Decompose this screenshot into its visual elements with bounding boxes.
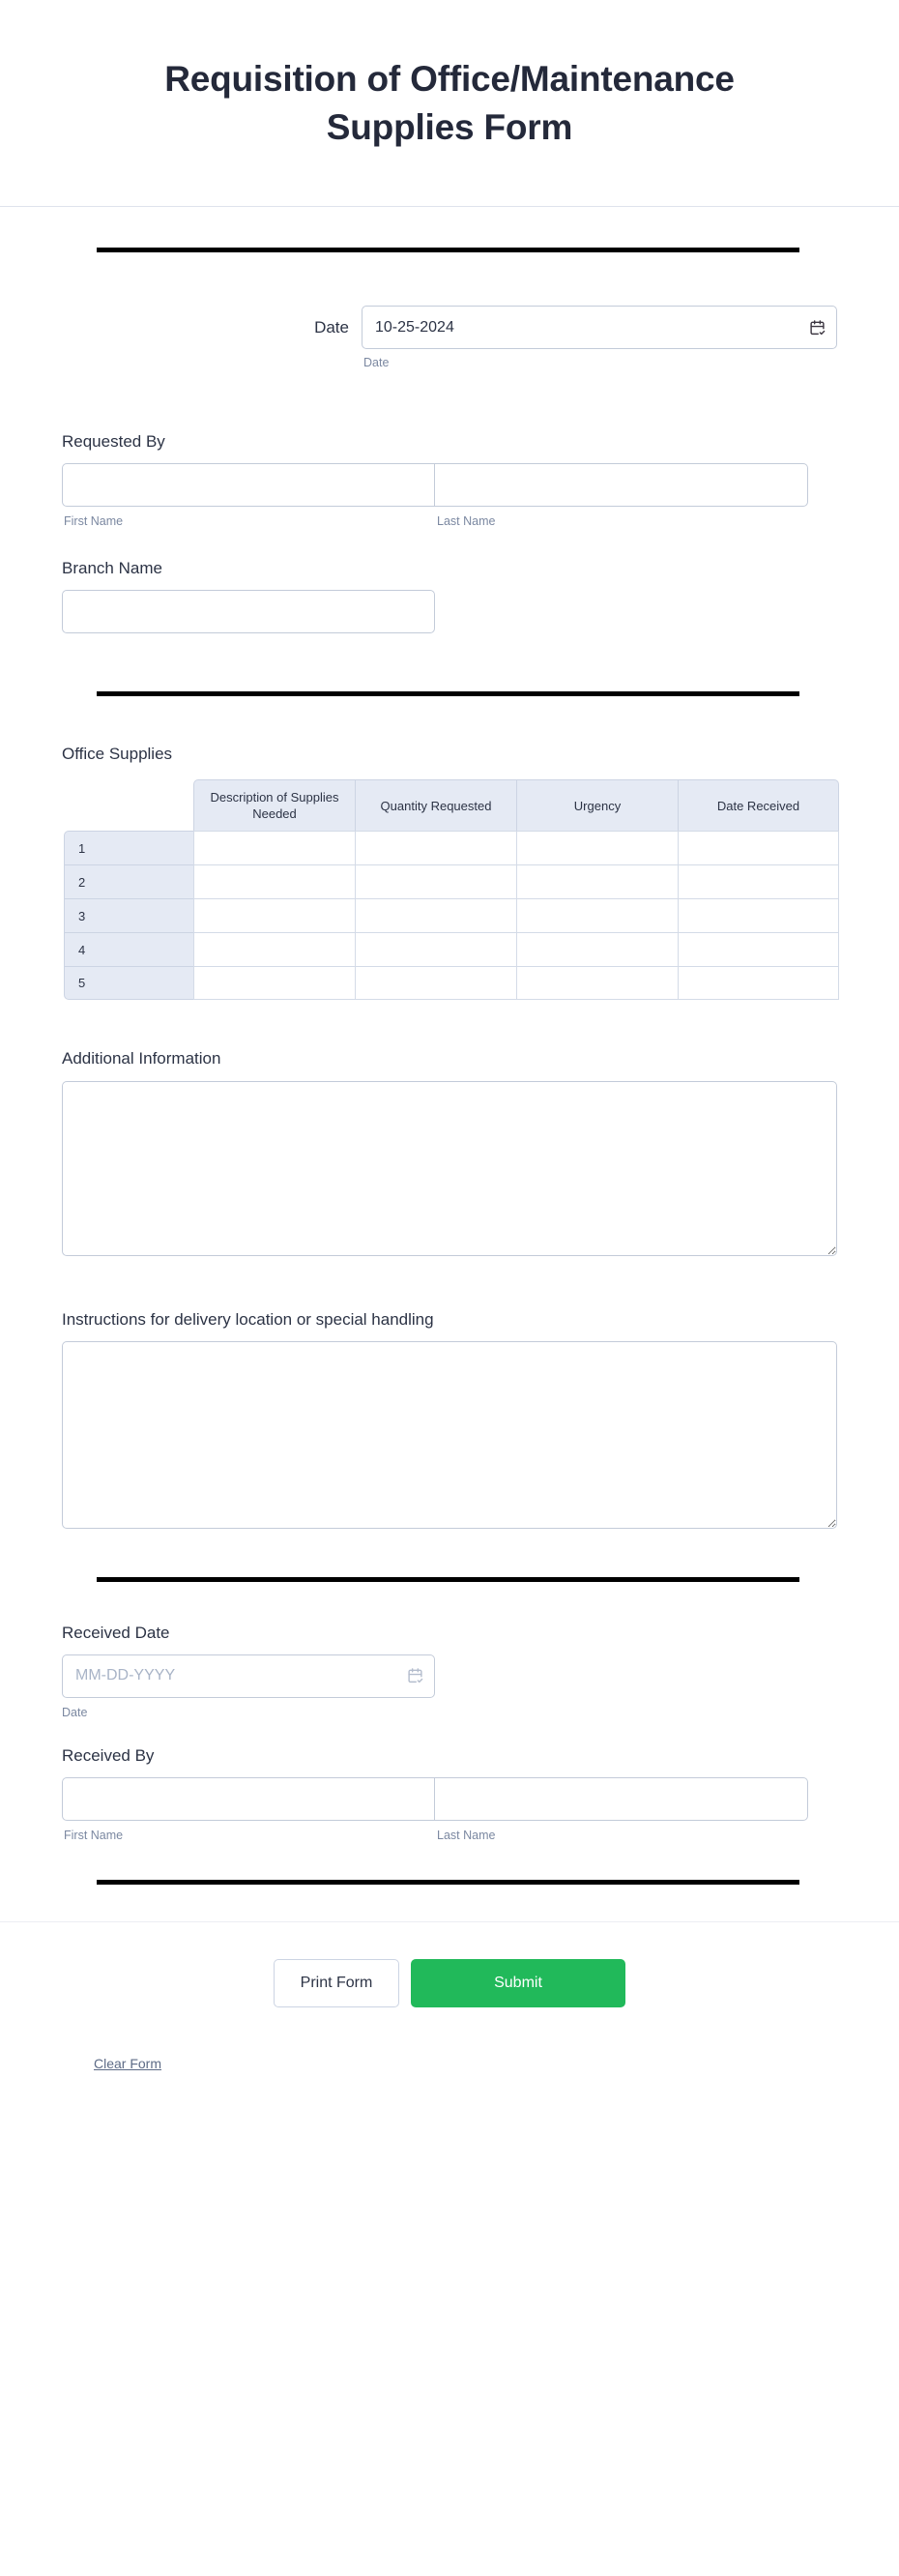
requested-by-first-name-input[interactable]	[62, 463, 435, 507]
office-supplies-section	[0, 745, 899, 1000]
received-by-name-row	[62, 1777, 808, 1843]
received-date-label: Received Date	[62, 1623, 170, 1642]
table-row	[64, 831, 839, 864]
footer-button-row	[0, 1959, 899, 2007]
received-by-label: Received By	[62, 1745, 155, 1765]
received-date-section	[0, 1623, 899, 1720]
cell-quantity-5[interactable]	[355, 966, 516, 1000]
date-sublabel: Date	[363, 356, 390, 369]
cell-description-3[interactable]	[193, 898, 355, 932]
cell-quantity-4[interactable]	[355, 932, 516, 966]
delivery-instructions-textarea[interactable]	[62, 1341, 837, 1529]
requested-by-label: Requested By	[62, 432, 165, 451]
cell-urgency-1[interactable]	[516, 831, 678, 864]
requested-by-last-name-sublabel: Last Name	[437, 514, 496, 529]
office-supplies-table	[64, 779, 839, 1000]
received-by-last-name-sublabel: Last Name	[437, 1829, 496, 1843]
table-row	[64, 898, 839, 932]
branch-name-field-wrapper	[62, 590, 435, 633]
date-inline-label: Date	[314, 317, 349, 337]
cell-urgency-5[interactable]	[516, 966, 678, 1000]
received-by-first-col	[62, 1777, 435, 1843]
table-row	[64, 966, 839, 1000]
branch-name-section	[0, 558, 899, 633]
cell-quantity-1[interactable]	[355, 831, 516, 864]
office-supplies-label: Office Supplies	[62, 745, 173, 764]
column-header-quantity: Quantity Requested	[355, 779, 516, 831]
clear-form-row	[0, 2056, 899, 2073]
row-number: 4	[64, 932, 193, 966]
column-header-urgency: Urgency	[516, 779, 678, 831]
cell-description-1[interactable]	[193, 831, 355, 864]
received-date-field-wrapper	[62, 1654, 435, 1698]
cell-date-received-2[interactable]	[678, 864, 839, 898]
delivery-instructions-label: Instructions for delivery location or special handling	[62, 1309, 434, 1329]
clear-form-link[interactable]: Clear Form	[94, 2056, 162, 2072]
column-header-description: Description of Supplies Needed	[193, 779, 355, 831]
cell-description-2[interactable]	[193, 864, 355, 898]
table-head	[64, 779, 839, 831]
requested-by-first-col	[62, 463, 435, 529]
received-date-sublabel: Date	[62, 1705, 88, 1719]
row-number: 3	[64, 898, 193, 932]
cell-urgency-3[interactable]	[516, 898, 678, 932]
received-by-first-name-sublabel: First Name	[64, 1829, 124, 1843]
cell-urgency-2[interactable]	[516, 864, 678, 898]
cell-quantity-2[interactable]	[355, 864, 516, 898]
received-date-input[interactable]	[62, 1654, 435, 1698]
form-body	[0, 207, 899, 2073]
row-number: 2	[64, 864, 193, 898]
table-body	[64, 831, 839, 1000]
additional-information-section	[0, 1048, 899, 1255]
additional-information-textarea[interactable]	[62, 1081, 837, 1256]
cell-description-5[interactable]	[193, 966, 355, 1000]
requested-by-last-name-input[interactable]	[435, 463, 808, 507]
cell-description-4[interactable]	[193, 932, 355, 966]
cell-urgency-4[interactable]	[516, 932, 678, 966]
branch-name-input[interactable]	[62, 590, 435, 633]
date-field-wrapper	[362, 306, 837, 349]
cell-date-received-4[interactable]	[678, 932, 839, 966]
requested-by-first-name-sublabel: First Name	[64, 514, 124, 529]
submit-button[interactable]: Submit	[411, 1959, 625, 2007]
row-number: 5	[64, 966, 193, 1000]
date-input[interactable]	[362, 306, 837, 349]
cell-date-received-5[interactable]	[678, 966, 839, 1000]
requested-by-name-row	[62, 463, 808, 529]
requested-by-last-col	[435, 463, 808, 529]
delivery-instructions-section	[0, 1309, 899, 1529]
form-footer	[0, 1921, 899, 2073]
cell-date-received-1[interactable]	[678, 831, 839, 864]
column-header-date-received: Date Received	[678, 779, 839, 831]
form-header	[0, 0, 899, 207]
table-corner-cell	[64, 779, 193, 831]
print-form-button[interactable]: Print Form	[274, 1959, 399, 2007]
cell-date-received-3[interactable]	[678, 898, 839, 932]
cell-quantity-3[interactable]	[355, 898, 516, 932]
received-by-section	[0, 1745, 899, 1843]
received-by-last-col	[435, 1777, 808, 1843]
additional-information-label: Additional Information	[62, 1049, 221, 1068]
table-header-row	[64, 779, 839, 831]
requested-by-section	[0, 431, 899, 529]
received-by-last-name-input[interactable]	[435, 1777, 808, 1821]
page-title: Requisition of Office/Maintenance Supplies Form	[164, 59, 735, 147]
row-number: 1	[64, 831, 193, 864]
table-row	[64, 864, 839, 898]
date-section	[0, 306, 899, 369]
table-row	[64, 932, 839, 966]
received-by-first-name-input[interactable]	[62, 1777, 435, 1821]
branch-name-label: Branch Name	[62, 559, 162, 578]
date-row	[62, 306, 837, 349]
